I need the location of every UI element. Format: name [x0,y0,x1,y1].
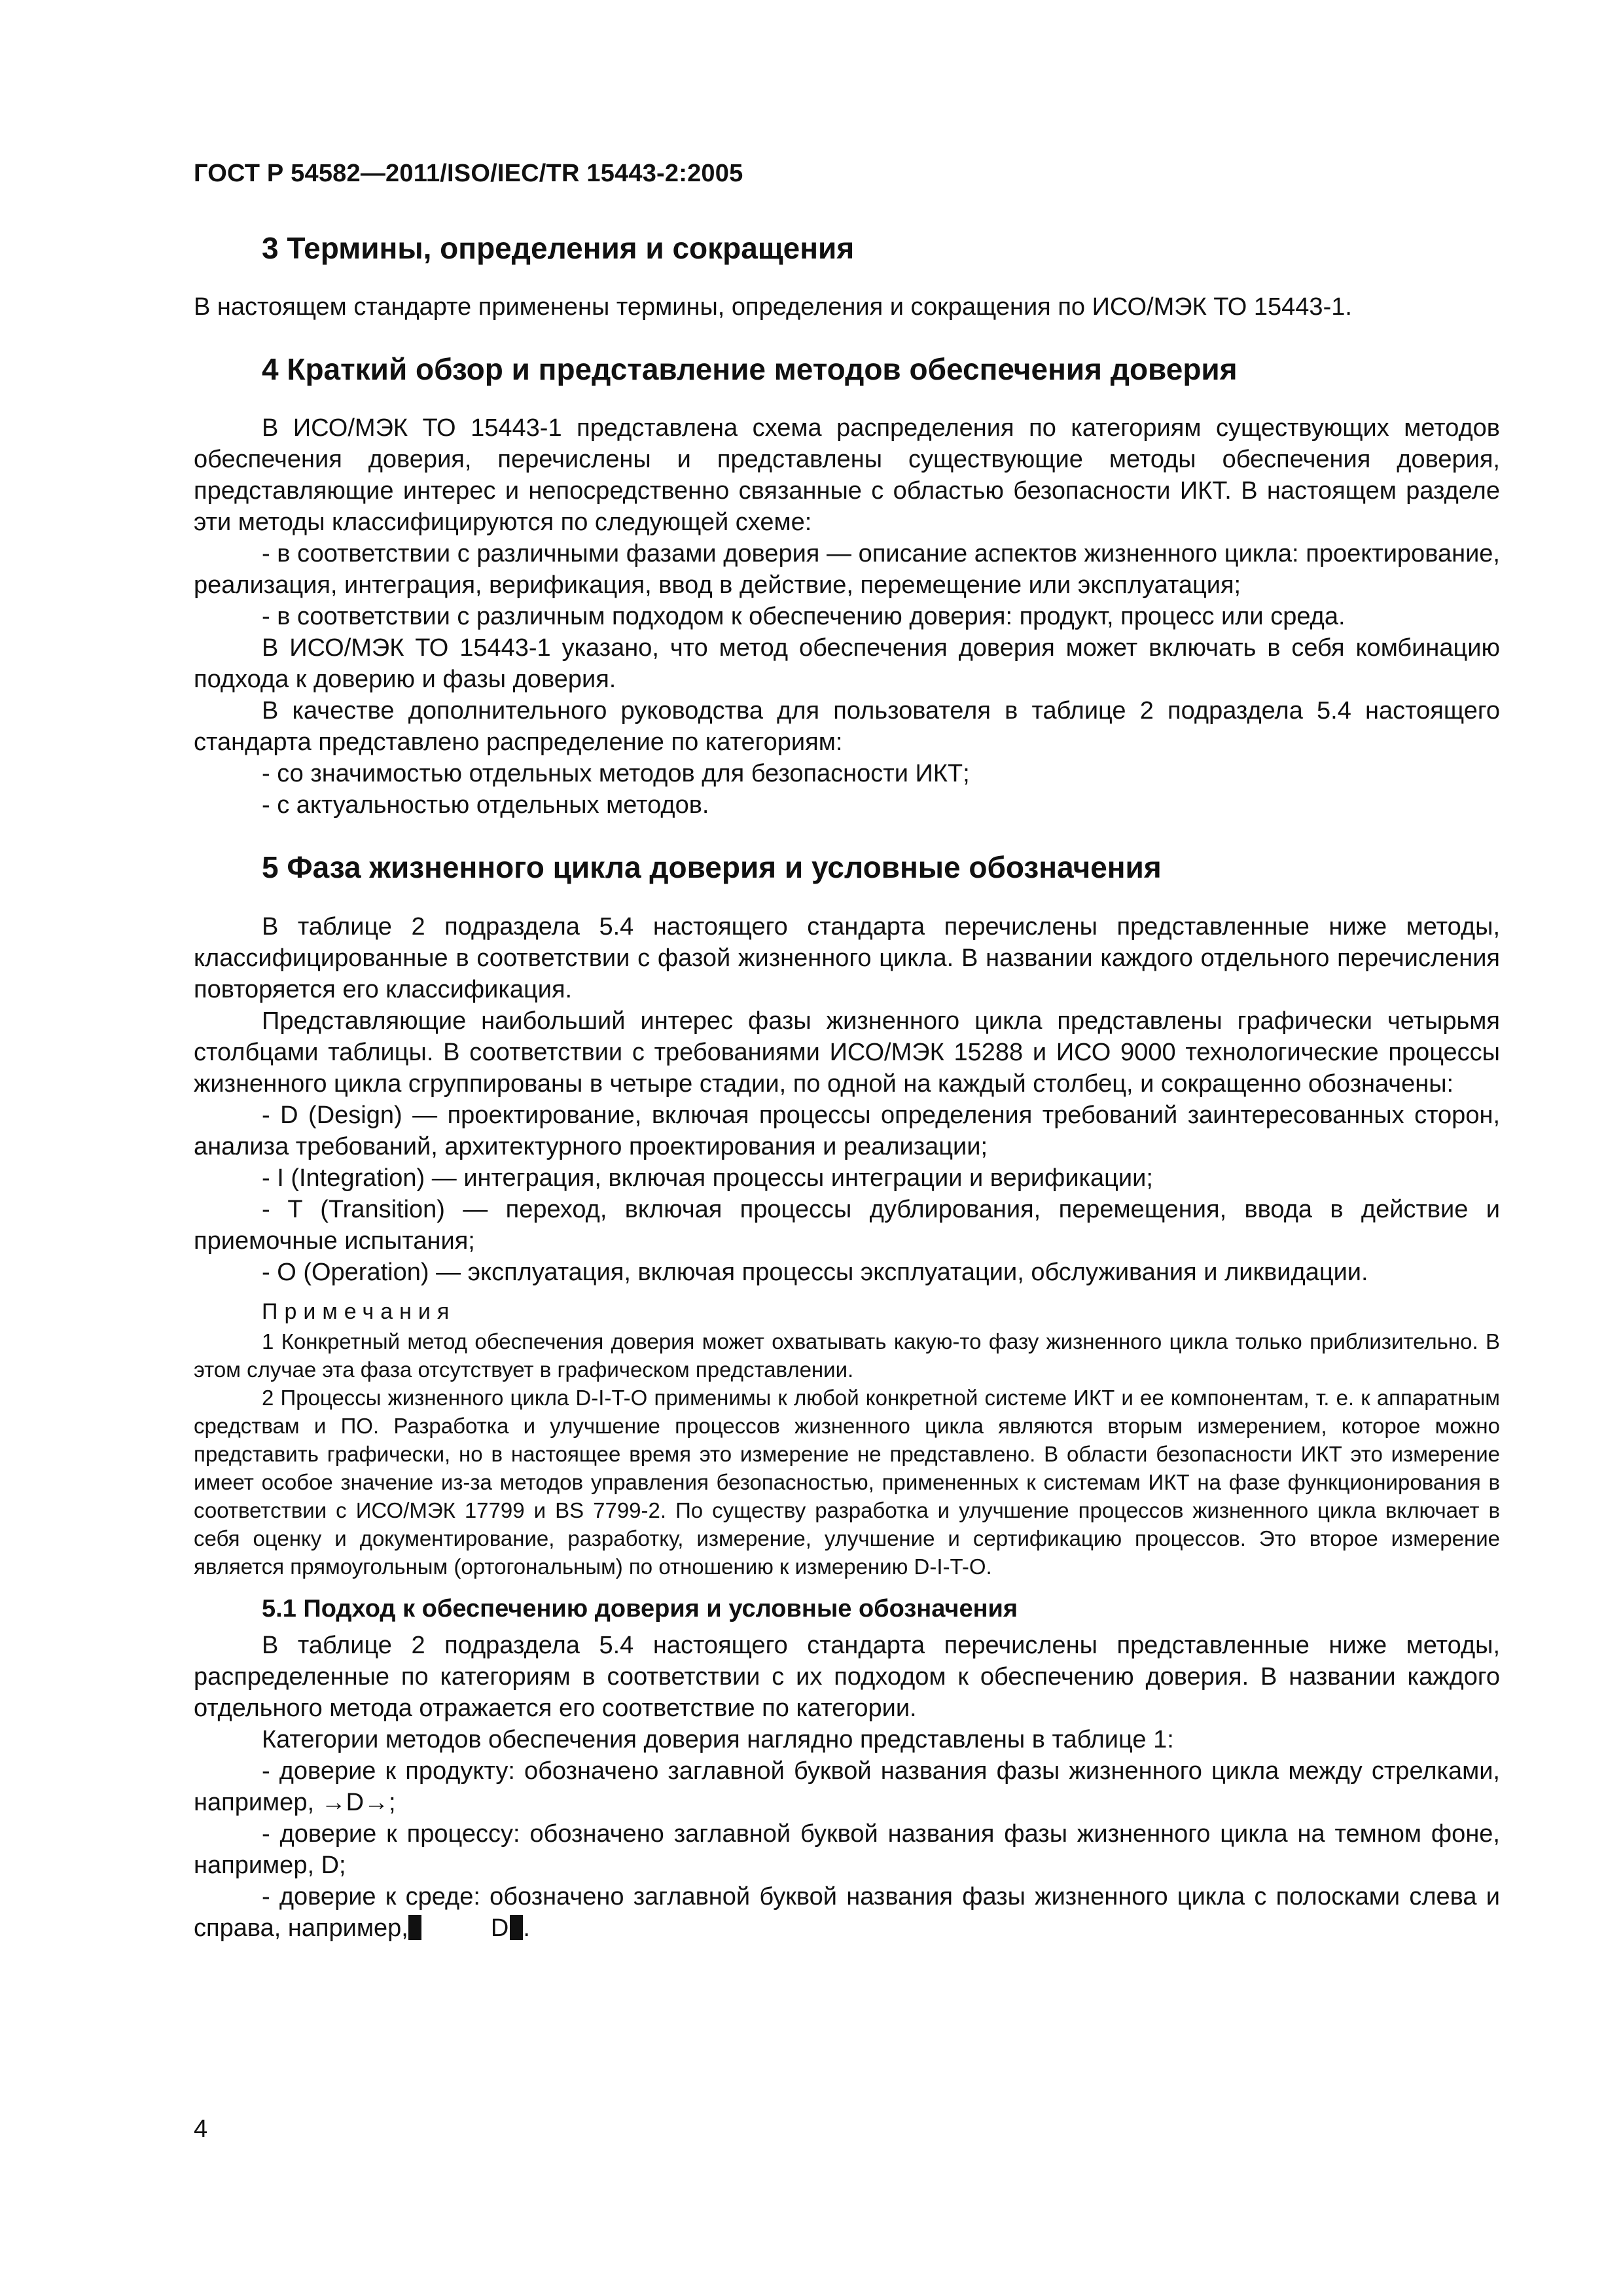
section-5-list-item-design: - D (Design) — проектирование, включая процессы определения требований заинтересованных сторон, анализа требований, архитектурного проектирования и реализации; [194,1101,1500,1160]
section-4-paragraph-1: В ИСО/МЭК ТО 15443-1 представлена схема распределения по категориям существующих методов обеспечения доверия, перечислены и представлены существующие методы обеспечения доверия, представляющие интерес и непосредственно связанные с областью безопасности ИКТ. В настоящем разделе эти методы классифицируются по следующей схеме: [194,414,1500,537]
section-5-1-title: 5.1 Подход к обеспечению доверия и условные обозначения [262,1594,1018,1623]
section-5-1-list-item-product: - доверие к продукту: обозначено заглавной буквой названия фазы жизненного цикла между стрелками, например, →D→; [194,1757,1500,1817]
section-4-list-item-1: - в соответствии с различными фазами доверия — описание аспектов жизненного цикла: проектирование, реализация, интеграция, верификация, ввод в действие, перемещение или эксплуатация; [194,540,1500,600]
section-5-list-item-operation: - O (Operation) — эксплуатация, включая процессы эксплуатации, обслуживания и ликвидации. [262,1258,1368,1286]
section-4-paragraph-3: В качестве дополнительного руководства для пользователя в таблице 2 подраздела 5.4 настоящего стандарта представлено распределение по категориям: [194,697,1500,757]
environment-example-letter: D [490,1914,509,1943]
section-5-1-list-item-environment [194,1881,1500,1944]
section-5-1-paragraph-2: Категории методов обеспечения доверия наглядно представлены в таблице 1: [262,1726,1174,1754]
section-5-1-paragraph-1: В таблице 2 подраздела 5.4 настоящего стандарта перечислены представленные ниже методы, распределенные по категориям в соответствии с их подходом к обеспечению доверия. В названии каждого отдельного метода отражается его соответствие по категории. [194,1632,1500,1723]
page-number: 4 [194,2115,208,2143]
right-bar-marker [510,1915,523,1940]
section-3-title: 3 Термины, определения и сокращения [262,231,855,265]
section-4-paragraph-2: В ИСО/МЭК ТО 15443-1 указано, что метод обеспечения доверия может включать в себя комбинацию подхода к доверию и фазы доверия. [194,634,1500,694]
section-5-list-item-integration: - I (Integration) — интеграция, включая процессы интеграции и верификации; [262,1164,1153,1192]
section-4-list-item-2: - в соответствии с различным подходом к обеспечению доверия: продукт, процесс или среда. [262,603,1346,631]
document-header: ГОСТ Р 54582—2011/ISO/IEC/TR 15443-2:2005 [194,160,743,187]
left-bar-marker [408,1915,421,1940]
page-body [194,230,1500,1944]
section-5-paragraph-2: Представляющие наибольший интерес фазы жизненного цикла представлены графически четырьмя столбцами таблицы. В соответствии с требованиями ИСО/МЭК 15288 и ИСО 9000 технологические процессы жизненного цикла сгруппированы в четыре стадии, по одной на каждый столбец, и сокращенно обозначены: [194,1007,1500,1098]
section-5-paragraph-1: В таблице 2 подраздела 5.4 настоящего стандарта перечислены представленные ниже методы, классифицированные в соответствии с фазой жизненного цикла. В названии каждого отдельного перечисления повторяется его классификация. [194,912,1500,1003]
environment-text: - доверие к среде: обозначено заглавной буквой названия фазы жизненного цикла с полосками слева и справа, например, [194,1883,1500,1943]
section-5-title: 5 Фаза жизненного цикла доверия и условные обозначения [262,850,1162,885]
section-4-list-item-4: - с актуальностью отдельных методов. [262,791,709,819]
note-2: 2 Процессы жизненного цикла D-I-T-O применимы к любой конкретной системе ИКТ и ее компонентам, т. е. к аппаратным средствам и ПО. Разработка и улучшение процессов жизненного цикла являются вторым измерением, которое можно представить графически, но в настоящее время это измерение не представлено. В области безопасности ИКТ это измерение имеет особое значение из-за методов управления безопасностью, примененных к системам ИКТ на фазе функционирования в соответствии с ИСО/МЭК 17799 и BS 7799-2. По существу разработка и улучшение процессов жизненного цикла включает в себя оценку и документирование, разработку, измерение, улучшение и сертификацию процессов. Это второе измерение является прямоугольным (ортогональным) по отношению к измерению D-I-T-O. [194,1385,1500,1579]
section-3-paragraph: В настоящем стандарте применены термины, определения и сокращения по ИСО/МЭК ТО 15443-1. [194,293,1352,321]
section-5-1-list-item-process: - доверие к процессу: обозначено заглавной буквой названия фазы жизненного цикла на темном фоне, например, D; [194,1820,1500,1880]
environment-text-end: . [523,1914,530,1943]
section-4-title: 4 Краткий обзор и представление методов обеспечения доверия [262,352,1238,387]
notes-title: Примечания [262,1299,456,1324]
section-5-list-item-transition: - T (Transition) — переход, включая процессы дублирования, перемещения, ввода в действие и приемочные испытания; [194,1195,1500,1255]
section-4-list-item-3: - со значимостью отдельных методов для безопасности ИКТ; [262,760,970,788]
note-1: 1 Конкретный метод обеспечения доверия может охватывать какую-то фазу жизненного цикла только приблизительно. В этом случае эта фаза отсутствует в графическом представлении. [194,1329,1500,1382]
